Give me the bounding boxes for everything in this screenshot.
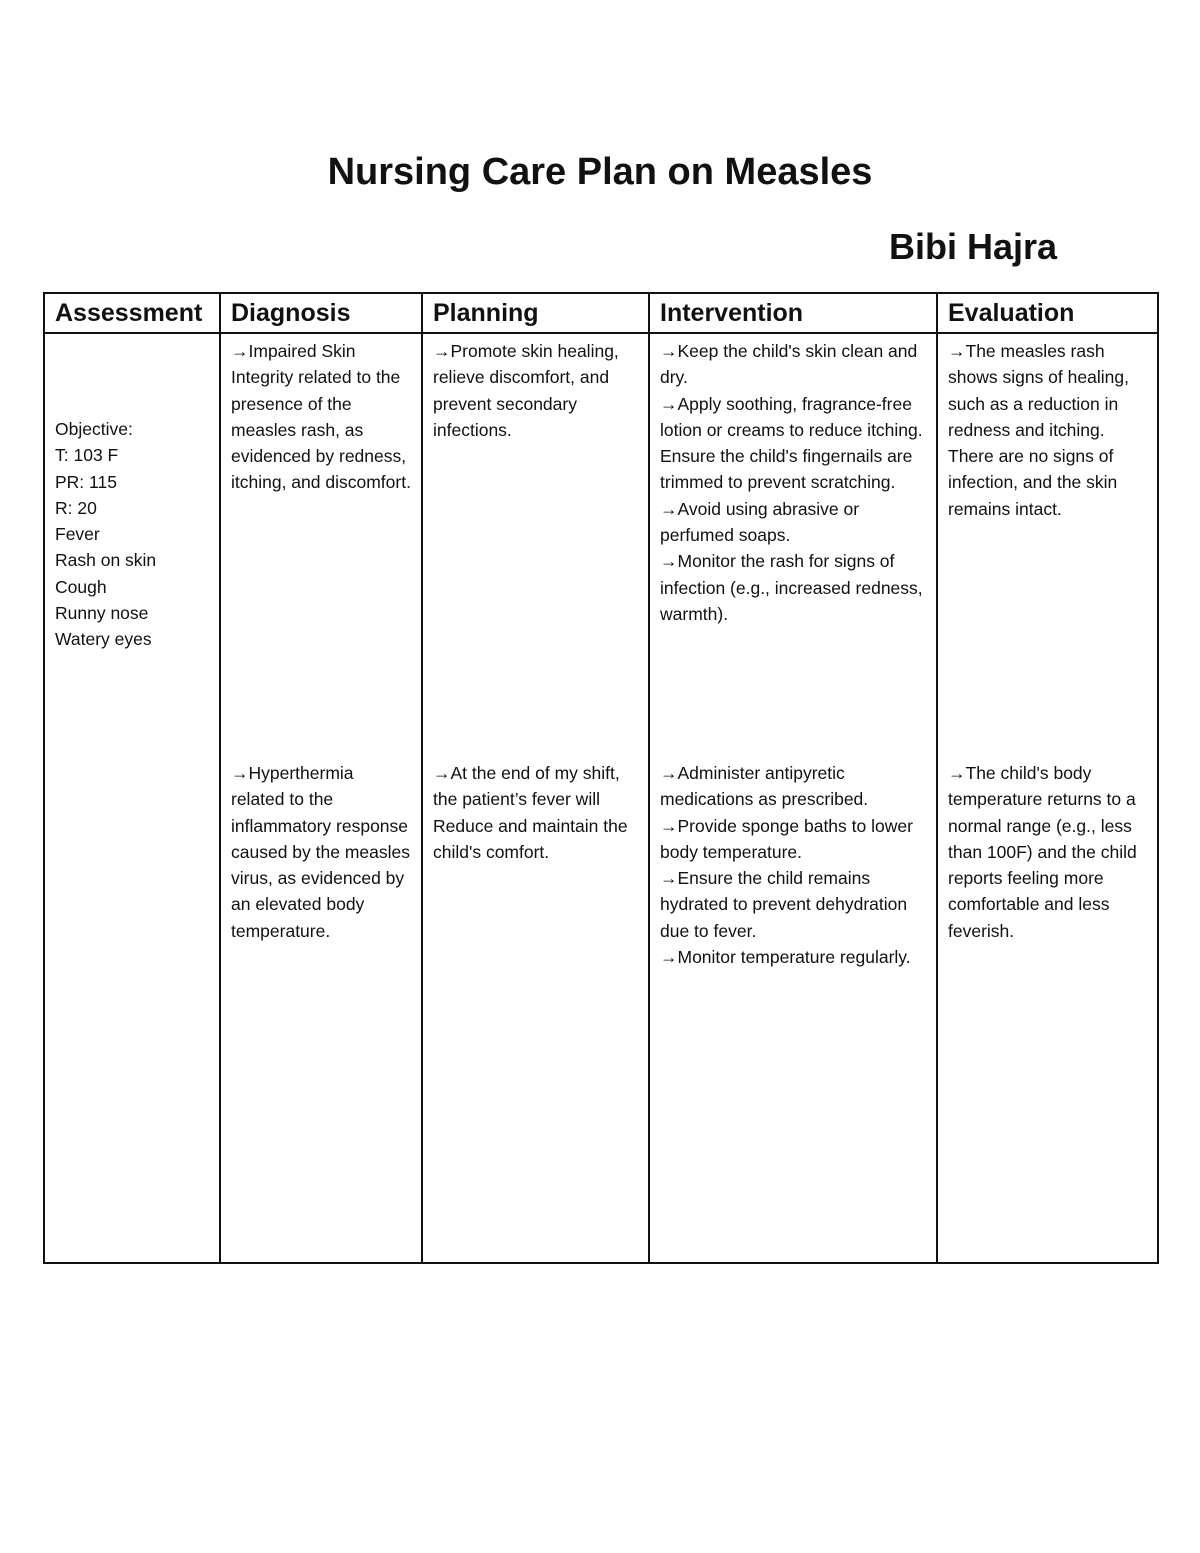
intervention-2 — [650, 756, 936, 970]
header-intervention: Intervention — [649, 293, 937, 333]
assessment-line: Rash on skin — [55, 550, 157, 571]
intervention-item: Ensure the child's fingernails are trimmed to prevent scratching. — [660, 446, 913, 493]
intervention-item: →Keep the child's skin clean and dry. — [660, 341, 918, 388]
assessment-line: Watery eyes — [55, 629, 152, 650]
header-diagnosis: Diagnosis — [220, 293, 422, 333]
intervention-item: →Administer antipyretic medications as prescribed. — [660, 763, 869, 810]
intervention-cell — [649, 333, 937, 1263]
intervention-item: →Avoid using abrasive or perfumed soaps. — [660, 498, 860, 546]
intervention-item: →Provide sponge baths to lower body temperature. — [660, 815, 913, 862]
header-planning: Planning — [422, 293, 649, 333]
intervention-1 — [650, 334, 936, 756]
assessment-line: Cough — [55, 576, 107, 597]
intervention-item: →Ensure the child remains hydrated to prevent dehydration due to fever. — [660, 868, 908, 941]
care-plan-table — [43, 292, 1159, 1264]
table-row — [44, 333, 1158, 1263]
evaluation-cell — [937, 333, 1158, 1263]
diagnosis-1: →Impaired Skin Integrity related to the presence of the measles rash, as evidenced by redness, itching, and discomfort. — [231, 341, 411, 493]
assessment-line: T: 103 F — [55, 445, 119, 466]
planning-1: →Promote skin healing, relieve discomfort, and prevent secondary infections. — [433, 341, 619, 440]
assessment-line: R: 20 — [55, 497, 97, 518]
evaluation-1: →The measles rash shows signs of healing, such as a reduction in redness and itching. There are no signs of infection, and the skin remains intact. — [948, 341, 1129, 519]
intervention-item: →Apply soothing, fragrance-free lotion or creams to reduce itching. — [660, 393, 923, 440]
page-title: Nursing Care Plan on Measles — [327, 151, 873, 193]
diagnosis-2: →Hyperthermia related to the inflammatory response caused by the measles virus, as evidenced by an elevated body temperature. — [231, 763, 410, 941]
diagnosis-cell — [220, 333, 422, 1263]
header-assessment: Assessment — [44, 293, 220, 333]
assessment-cell — [44, 333, 220, 1263]
evaluation-2: →The child's body temperature returns to a normal range (e.g., less than 100F) and the child reports feeling more comfortable and less feverish. — [948, 763, 1137, 941]
assessment-line: Fever — [55, 524, 100, 545]
assessment-line: PR: 115 — [55, 471, 117, 492]
header-evaluation: Evaluation — [937, 293, 1158, 333]
assessment-line: Runny nose — [55, 603, 149, 624]
header-row — [44, 293, 1158, 333]
planning-cell — [422, 333, 649, 1263]
intervention-item: →Monitor the rash for signs of infection (e.g., increased redness, warmth). — [660, 551, 923, 624]
intervention-item: →Monitor temperature regularly. — [660, 947, 911, 968]
author-name: Bibi Hajra — [888, 226, 1057, 267]
planning-2: →At the end of my shift, the patient’s fever will Reduce and maintain the child's comfort. — [433, 763, 628, 862]
assessment-line: Objective: — [55, 419, 133, 439]
